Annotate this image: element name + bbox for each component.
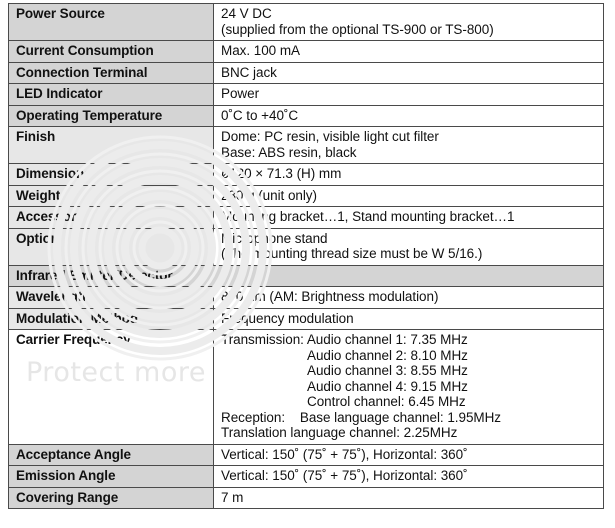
value-line: 230 g (unit only): [221, 187, 317, 203]
transmission-channel: Audio channel 4: 9.15 MHz: [307, 378, 468, 394]
table-row: [9, 228, 604, 265]
table-row: [9, 444, 604, 466]
reception-translation-channel: Translation language channel: 2.25MHz: [221, 425, 458, 440]
table-row: [9, 207, 604, 229]
row-label: Current Consumption: [9, 41, 214, 63]
table-row: [9, 287, 604, 309]
table-row: [9, 466, 604, 488]
row-label: Option: [9, 228, 214, 265]
value-line: 7 m: [221, 489, 244, 505]
value-line: 24 V DC: [221, 6, 272, 21]
value-line: Vertical: 150˚ (75˚ + 75˚), Horizontal: 360˚: [221, 468, 468, 483]
value-line: ø120 × 71.3 (H) mm: [221, 166, 342, 181]
value-line: Dome: PC resin, visible light cut filter: [221, 129, 439, 144]
row-value: [214, 127, 604, 164]
row-label: Accessory: [9, 207, 214, 229]
table-section-row: [9, 265, 604, 287]
row-value: [214, 466, 604, 488]
table-row: [9, 185, 604, 207]
transmission-channel: Audio channel 2: 8.10 MHz: [307, 347, 468, 363]
reception-line: [221, 410, 603, 426]
row-value: [214, 487, 604, 509]
value-line: 870 nm (AM: Brightness modulation): [221, 289, 439, 304]
table-row: [9, 62, 604, 84]
row-label: Modulation Method: [9, 308, 214, 330]
reception-base-channel: Base language channel: 1.95MHz: [299, 409, 501, 425]
table-row: [9, 308, 604, 330]
transmission-channel: Audio channel 1: 7.35 MHz: [306, 332, 468, 347]
row-label: Weight: [9, 185, 214, 207]
row-value: [214, 84, 604, 106]
table-row: [9, 41, 604, 63]
row-label: Connection Terminal: [9, 62, 214, 84]
value-line: (supplied from the optional TS-900 or TS-800): [221, 21, 494, 37]
value-line: Base: ABS resin, black: [221, 144, 357, 160]
row-value: [214, 4, 604, 41]
reception-label: Reception:: [221, 409, 286, 425]
row-label: Covering Range: [9, 487, 214, 509]
row-label: Dimensions: [9, 164, 214, 186]
table-row: [9, 84, 604, 106]
section-header: Infrared Emitter/Detector: [9, 265, 604, 287]
value-line: Mounting bracket…1, Stand mounting bracket…1: [221, 209, 515, 224]
row-label: Carrier Frequency: [9, 330, 214, 445]
row-value: [214, 62, 604, 84]
table-row-carrier-frequency: [9, 330, 604, 445]
row-value: [214, 41, 604, 63]
row-value: [214, 287, 604, 309]
specifications-table: [8, 3, 604, 509]
row-label: LED Indicator: [9, 84, 214, 106]
value-line: 0˚C to +40˚C: [221, 107, 299, 123]
transmission-label: Transmission:: [221, 332, 304, 347]
table-row: [9, 4, 604, 41]
transmission-channel: Audio channel 3: 8.55 MHz: [307, 363, 468, 378]
value-line: Power: [221, 86, 260, 101]
row-label: Emission Angle: [9, 466, 214, 488]
row-label: Wavelength: [9, 287, 214, 309]
value-line: (The mounting thread size must be W 5/16.): [221, 246, 483, 261]
transmission-channel: Control channel: 6.45 MHz: [307, 394, 466, 409]
row-value: [214, 185, 604, 207]
row-value: [214, 444, 604, 466]
row-value: [214, 164, 604, 186]
row-value: [214, 308, 604, 330]
row-label: Operating Temperature: [9, 105, 214, 127]
value-line: BNC jack: [221, 64, 277, 80]
row-label: Acceptance Angle: [9, 444, 214, 466]
value-line: Max. 100 mA: [221, 43, 300, 58]
row-value: [214, 330, 604, 445]
watermark-text: Protect more: [26, 357, 206, 388]
row-value: [214, 207, 604, 229]
table-row: [9, 105, 604, 127]
value-line: Frequency modulation: [221, 310, 354, 326]
row-label: Power Source: [9, 4, 214, 41]
table-row: [9, 127, 604, 164]
value-line: Vertical: 150˚ (75˚ + 75˚), Horizontal: 360˚: [221, 446, 468, 462]
row-value: [214, 105, 604, 127]
row-value: [214, 228, 604, 265]
table-row: [9, 164, 604, 186]
table-row: [9, 487, 604, 509]
row-label: Finish: [9, 127, 214, 164]
value-line: Microphone stand: [221, 230, 328, 246]
transmission-line: [221, 332, 603, 348]
